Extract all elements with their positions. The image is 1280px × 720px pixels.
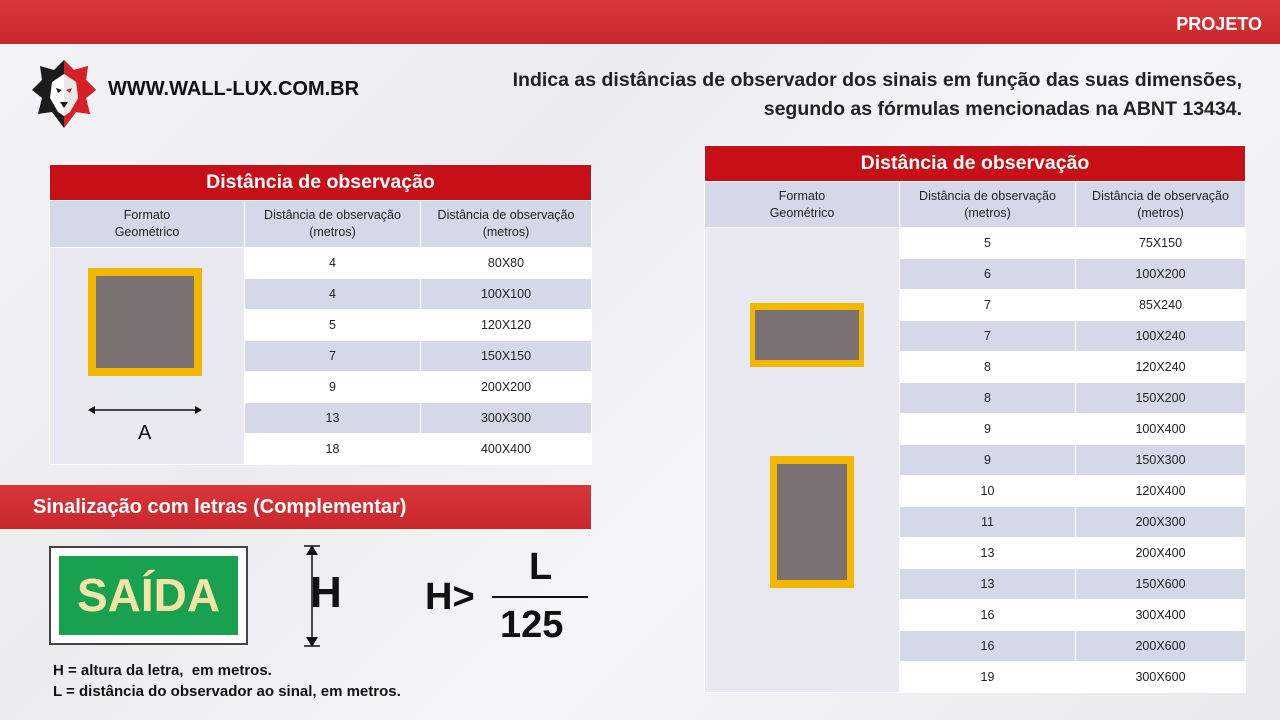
double-arrow-icon [88,406,202,414]
header-size-l1: Distância de observação [1092,188,1229,203]
horizontal-sign-illustration [750,303,864,367]
header-size [1076,182,1246,228]
size-cell: 150X300 [1076,445,1246,476]
distance-cell: 13 [900,569,1076,600]
size-cell: 100X400 [1076,414,1246,445]
header-distance-l1: Distância de observação [264,208,401,222]
distance-cell: 16 [900,631,1076,662]
distance-cell: 5 [245,310,421,341]
size-cell: 80X80 [421,248,592,279]
header-distance-l2: (metros) [964,205,1011,220]
size-cell: 300X400 [1076,600,1246,631]
formula-legend [53,660,401,702]
distance-cell: 11 [900,507,1076,538]
formula-numerator: L [529,546,553,588]
size-cell: 120X240 [1076,352,1246,383]
size-cell: 300X300 [421,403,592,434]
size-cell: 85X240 [1076,290,1246,321]
header-format [705,182,900,228]
size-cell: 200X400 [1076,538,1246,569]
rect-distance-table [704,145,1246,693]
square-shape-cell [50,248,245,465]
intro-text [442,66,1242,124]
vertical-sign-illustration [770,456,854,588]
section-tag: PROJETO [1176,14,1262,34]
distance-cell: 7 [245,341,421,372]
fraction-line [492,596,588,598]
distance-cell: 6 [900,259,1076,290]
size-cell: 75X150 [1076,228,1246,259]
size-cell: 100X100 [421,279,592,310]
distance-cell: 16 [900,600,1076,631]
header-distance [900,182,1076,228]
size-cell: 100X200 [1076,259,1246,290]
intro-line-2: segundo as fórmulas mencionadas na ABNT 13434. [763,98,1242,120]
distance-cell: 8 [900,383,1076,414]
size-cell: 120X120 [421,310,592,341]
formula-denominator: 125 [500,604,564,646]
letters-section-title: Sinalização com letras (Complementar) [33,496,407,518]
header-format-l1: Formato [123,208,171,222]
distance-cell: 10 [900,476,1076,507]
rect-shape-cell [705,228,900,693]
size-cell: 200X600 [1076,631,1246,662]
distance-cell: 7 [900,321,1076,352]
site-url: WWW.WALL-LUX.COM.BR [108,78,360,100]
square-sign-illustration [88,268,202,376]
size-cell: 150X200 [1076,383,1246,414]
height-label: H [310,568,342,617]
square-table-title: Distância de observação [50,165,592,201]
header-size-l2: (metros) [1137,205,1184,220]
header-size [421,201,592,248]
distance-cell: 8 [900,352,1076,383]
distance-cell: 9 [900,414,1076,445]
header-size-l2: (metros) [482,225,530,239]
size-cell: 300X600 [1076,662,1246,693]
top-bar [0,0,1280,44]
rect-table-title: Distância de observação [705,146,1246,182]
size-cell: 200X200 [421,372,592,403]
size-cell: 200X300 [1076,507,1246,538]
size-cell: 120X400 [1076,476,1246,507]
intro-line-1: Indica as distâncias de observador dos sinais em função das suas dimensões, [512,69,1242,91]
header-distance-l1: Distância de observação [919,188,1056,203]
distance-cell: 7 [900,290,1076,321]
distance-cell: 13 [900,538,1076,569]
formula-lhs: H> [425,576,475,618]
exit-sign-example [49,546,248,645]
legend-h: H = altura da letra, em metros. [53,662,272,679]
distance-cell: 9 [900,445,1076,476]
distance-cell: 13 [245,403,421,434]
square-distance-table [49,164,592,465]
header-distance-l2: (metros) [309,225,356,239]
lion-logo-icon [30,58,98,130]
header-format-l1: Formato [778,188,826,203]
header-distance [245,201,421,248]
distance-cell: 9 [245,372,421,403]
dimension-label: A [138,422,152,444]
size-cell: 150X150 [421,341,592,372]
legend-l: L = distância do observador ao sinal, em metros. [53,683,401,700]
size-cell: 400X400 [421,434,592,465]
header-format-l2: Geométrico [114,225,180,239]
header-size-l1: Distância de observação [437,208,575,222]
header-format [50,201,245,248]
distance-cell: 19 [900,662,1076,693]
distance-cell: 4 [245,248,421,279]
distance-cell: 18 [245,434,421,465]
distance-cell: 4 [245,279,421,310]
exit-sign-text: SAÍDA [59,556,238,635]
size-cell: 150X600 [1076,569,1246,600]
size-cell: 100X240 [1076,321,1246,352]
header-format-l2: Geométrico [769,205,835,220]
letters-section-bar [0,485,591,529]
distance-cell: 5 [900,228,1076,259]
